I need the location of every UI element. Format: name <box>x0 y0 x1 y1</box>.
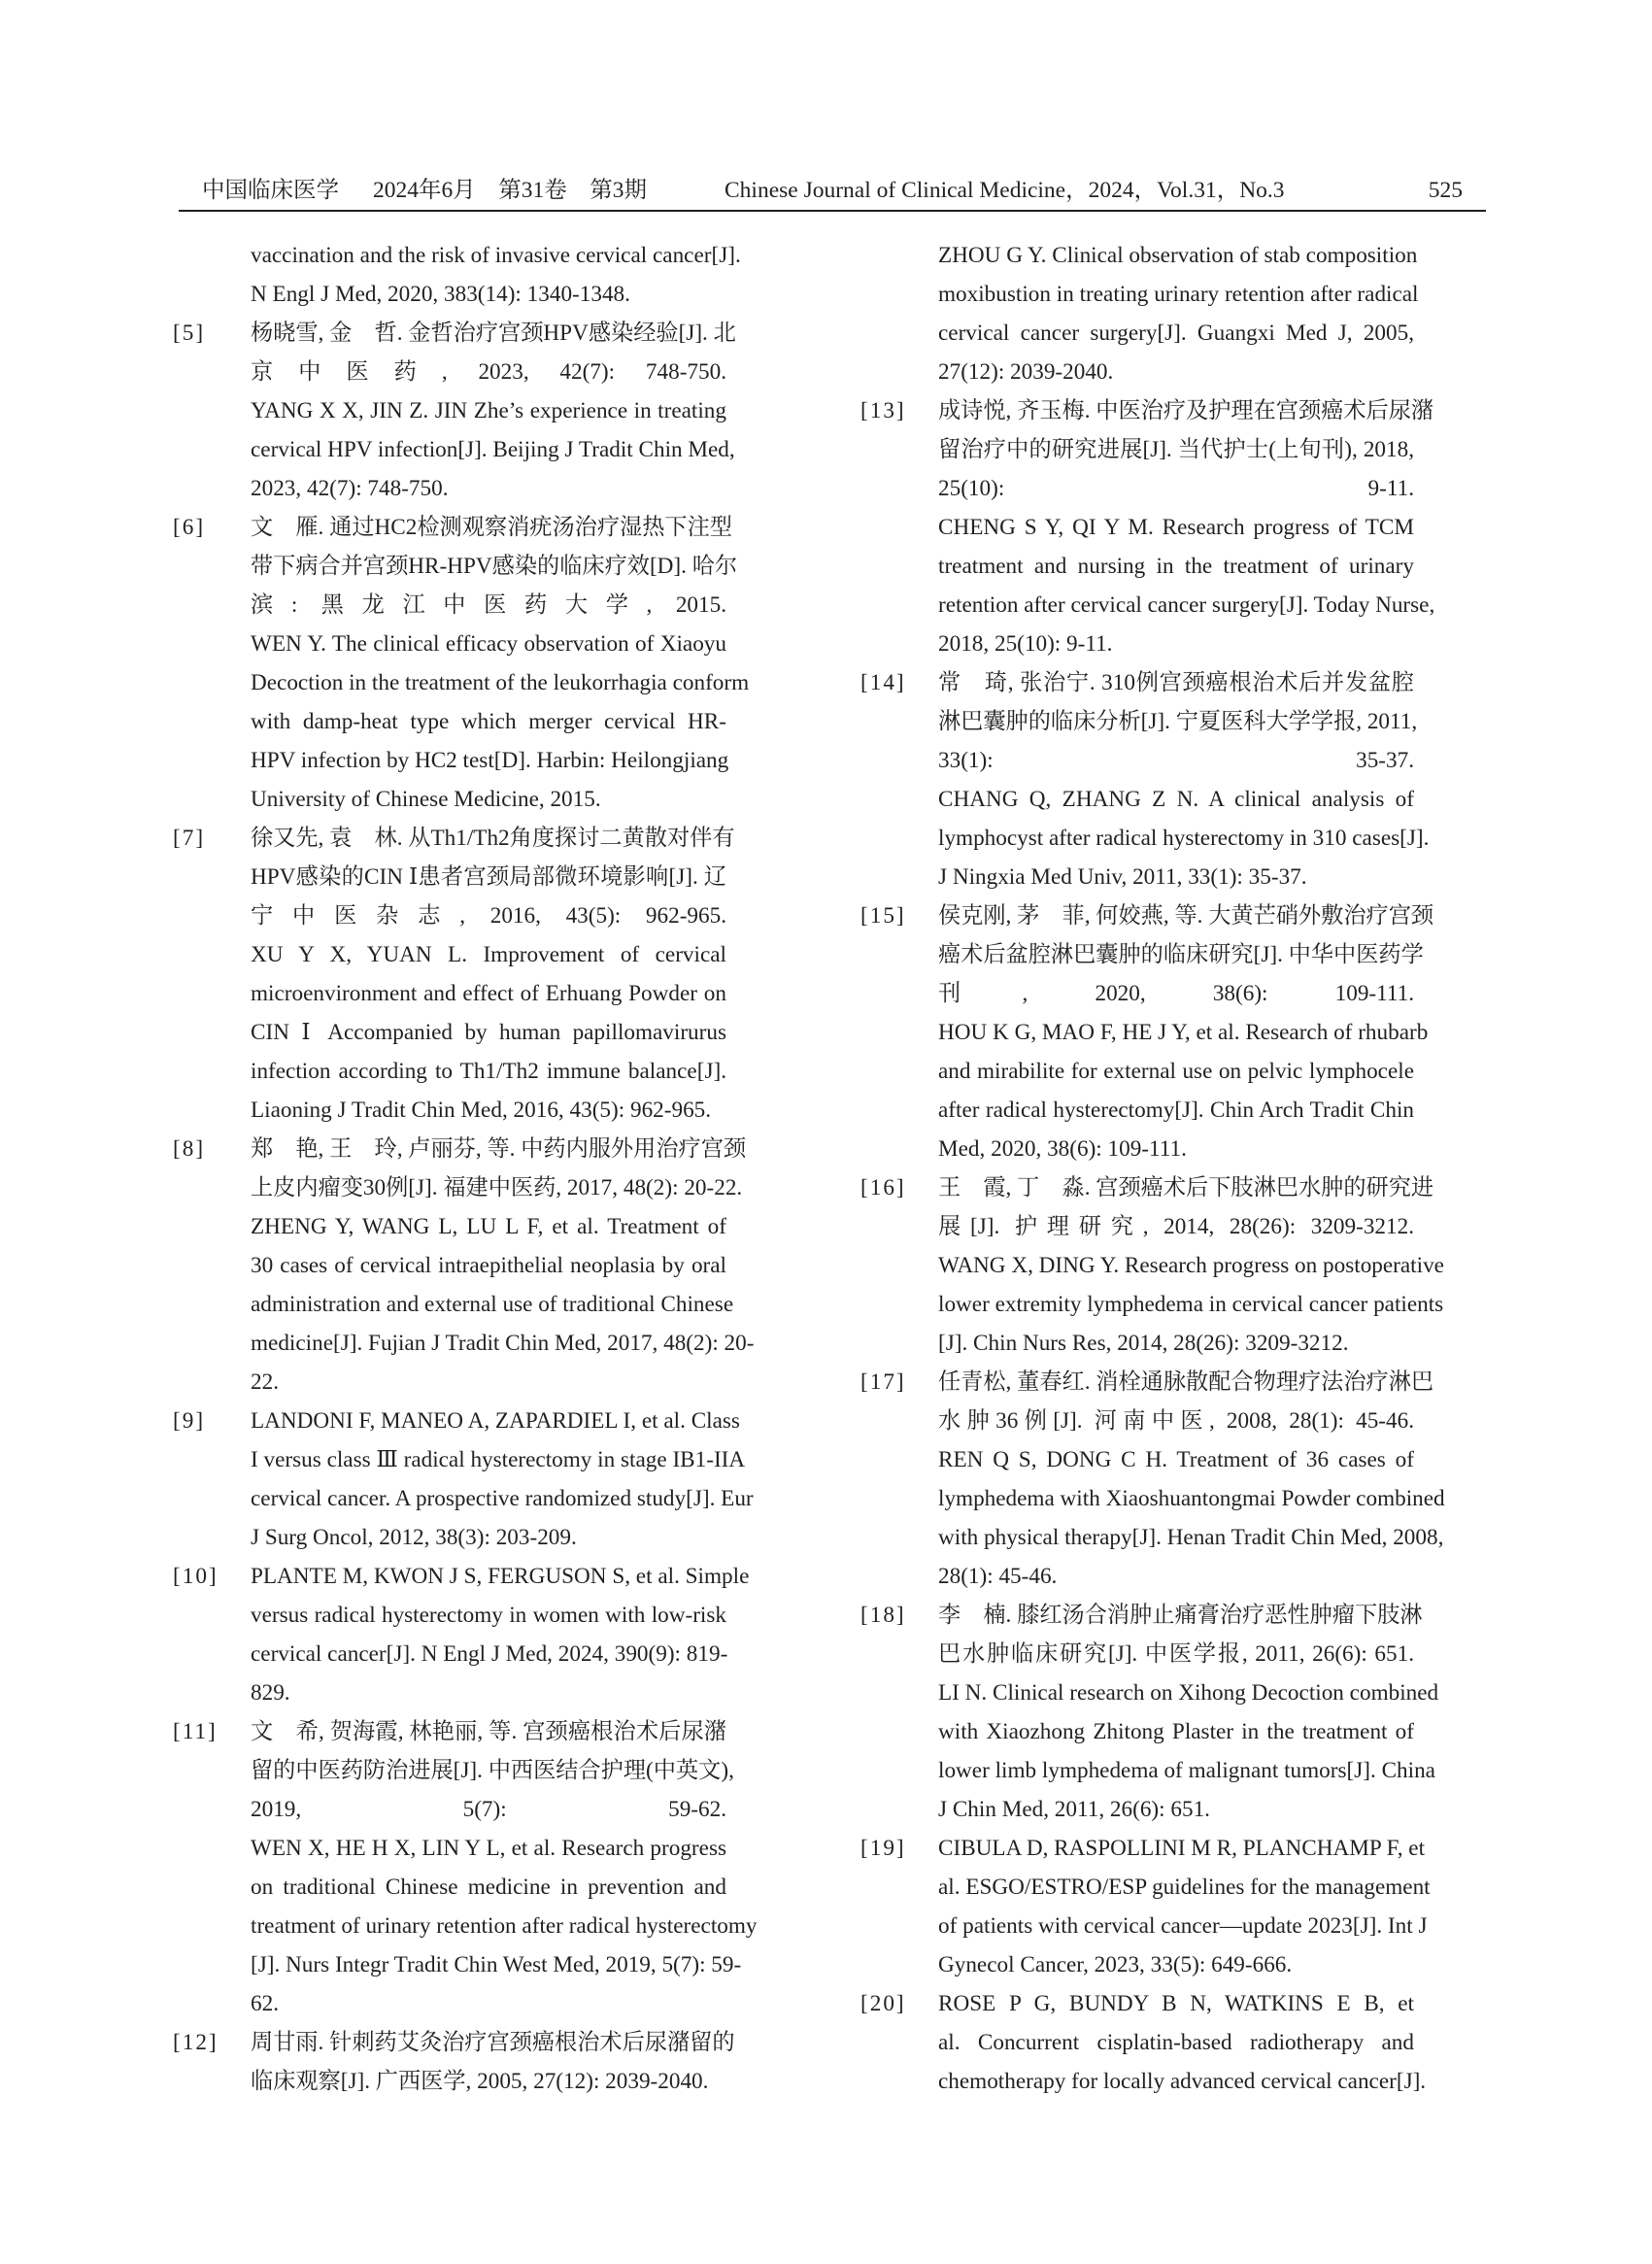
reference-number: [10] <box>173 1564 219 1589</box>
reference-number: [17] <box>860 1369 906 1395</box>
reference-number: [11] <box>173 1719 218 1744</box>
reference-text-line: versus radical hysterectomy in women with low-risk <box>251 1603 726 1628</box>
reference-text-line: retention after cervical cancer surgery[J]. Today Nurse, <box>938 592 1435 618</box>
reference-text-line: cervical cancer. A prospective randomized study[J]. Eur <box>251 1486 754 1511</box>
reference-text-line: microenvironment and effect of Erhuang Powder on <box>251 981 726 1006</box>
reference-text-line: al. ESGO/ESTRO/ESP guidelines for the management <box>938 1875 1431 1900</box>
reference-number: [12] <box>173 2030 219 2055</box>
reference-number: [19] <box>860 1836 906 1861</box>
reference-text-line: XU Y X, YUAN L. Improvement of cervical <box>251 942 726 967</box>
reference-text-line: 成诗悦, 齐玉梅. 中医治疗及护理在宫颈癌术后尿潴 <box>938 398 1434 423</box>
reference-text-line: 展[J]. 护理研究, 2014, 28(26): 3209-3212. <box>938 1214 1414 1239</box>
reference-entry <box>860 1596 1439 1829</box>
reference-text-line: 宁中医杂志, 2016, 43(5): 962-965. <box>251 903 726 929</box>
reference-text-line: treatment and nursing in the treatment of urinary <box>938 554 1414 579</box>
left-column <box>173 236 758 2101</box>
reference-text-line: lower limb lymphedema of malignant tumors[J]. China <box>938 1758 1435 1783</box>
reference-text-line: cervical cancer surgery[J]. Guangxi Med J, 2005, <box>938 321 1414 346</box>
reference-number: [16] <box>860 1175 906 1200</box>
reference-text-line: YANG X X, JIN Z. JIN Zhe’s experience in treating <box>251 398 726 423</box>
reference-text-line: vaccination and the risk of invasive cervical cancer[J]. <box>251 243 741 268</box>
reference-text-line: administration and external use of traditional Chinese <box>251 1292 734 1317</box>
reference-text-line: CHENG S Y, QI Y M. Research progress of TCM <box>938 515 1414 540</box>
reference-number: [14] <box>860 670 906 695</box>
reference-text-line: LI N. Clinical research on Xihong Decoction combined <box>938 1680 1439 1706</box>
reference-text-line: 上皮内瘤变30例[J]. 福建中医药, 2017, 48(2): 20-22. <box>251 1175 743 1200</box>
reference-text-line: 刊, 2020, 38(6): 109-111. <box>938 981 1414 1006</box>
issue-info-chinese: 2024年6月 第31卷 第3期 <box>373 178 647 203</box>
reference-text-line: 文 雁. 通过HC2检测观察消疣汤治疗湿热下注型 <box>251 515 732 540</box>
reference-number: [15] <box>860 903 906 929</box>
reference-entry <box>173 1402 754 1557</box>
reference-text-line: 30 cases of cervical intraepithelial neoplasia by oral <box>251 1253 726 1278</box>
reference-text-line: REN Q S, DONG C H. Treatment of 36 cases of <box>938 1447 1414 1472</box>
journal-title-chinese: 中国临床医学 <box>202 178 339 203</box>
reference-text-line: 王 霞, 丁 淼. 宫颈癌术后下肢淋巴水肿的研究进 <box>938 1175 1434 1200</box>
reference-entry <box>860 896 1434 1168</box>
reference-text-line: 水肿36例[J]. 河南中医, 2008, 28(1): 45-46. <box>938 1408 1414 1434</box>
reference-text-line: 留的中医药防治进展[J]. 中西医结合护理(中英文), <box>251 1758 734 1783</box>
reference-text-line: J Chin Med, 2011, 26(6): 651. <box>938 1797 1210 1822</box>
reference-text-line: on traditional Chinese medicine in prevention and <box>251 1875 726 1900</box>
reference-text-line: HOU K G, MAO F, HE J Y, et al. Research of rhubarb <box>938 1020 1429 1045</box>
right-column <box>860 236 1445 2101</box>
reference-text-line: HPV感染的CIN Ⅰ患者宫颈局部微环境影响[J]. 辽 <box>251 864 726 890</box>
reference-entry <box>173 508 750 819</box>
reference-text-line: University of Chinese Medicine, 2015. <box>251 787 601 812</box>
reference-entry <box>860 1984 1427 2101</box>
reference-text-line: al. Concurrent cisplatin-based radiotherapy and <box>938 2030 1414 2055</box>
reference-text-line: 27(12): 2039-2040. <box>938 359 1114 385</box>
reference-entry <box>173 1130 755 1402</box>
reference-text-line: 京中医药, 2023, 42(7): 748-750. <box>251 359 726 385</box>
reference-text-line: Gynecol Cancer, 2023, 33(5): 649-666. <box>938 1952 1293 1977</box>
reference-text-line: HPV infection by HC2 test[D]. Harbin: Heilongjiang <box>251 748 729 773</box>
reference-text-line: treatment of urinary retention after radical hysterectomy <box>251 1913 758 1939</box>
reference-number: [5] <box>173 321 206 346</box>
reference-text-line: LANDONI F, MANEO A, ZAPARDIEL I, et al. Class <box>251 1408 740 1434</box>
reference-text-line: WEN X, HE H X, LIN Y L, et al. Research progress <box>251 1836 726 1861</box>
reference-number: [20] <box>860 1991 906 2016</box>
reference-number: [6] <box>173 515 206 540</box>
page-number: 525 <box>1428 178 1463 203</box>
reference-text-line: 22. <box>251 1369 279 1395</box>
running-header <box>179 171 1486 210</box>
reference-entry <box>173 2023 735 2101</box>
reference-entry <box>173 819 735 1130</box>
reference-text-line: 巴水肿临床研究[J]. 中医学报, 2011, 26(6): 651. <box>938 1641 1414 1667</box>
reference-number: [8] <box>173 1136 206 1162</box>
reference-number: [13] <box>860 398 906 423</box>
reference-entry <box>860 1829 1431 1984</box>
reference-text-line: 2023, 42(7): 748-750. <box>251 476 449 501</box>
reference-text-line: lower extremity lymphedema in cervical cancer patients <box>938 1292 1444 1317</box>
reference-text-line: ZHENG Y, WANG L, LU L F, et al. Treatment of <box>251 1214 726 1239</box>
reference-text-line: with Xiaozhong Zhitong Plaster in the treatment of <box>938 1719 1414 1744</box>
reference-text-line: ZHOU G Y. Clinical observation of stab composition <box>938 243 1418 268</box>
reference-text-line: 常 琦, 张治宁. 310例宫颈癌根治术后并发盆腔 <box>938 670 1414 695</box>
reference-text-line: [J]. Chin Nurs Res, 2014, 28(26): 3209-3212. <box>938 1331 1349 1356</box>
reference-text-line: medicine[J]. Fujian J Tradit Chin Med, 2017, 48(2): 20- <box>251 1331 755 1356</box>
journal-title-english: Chinese Journal of Clinical Medicine，2024，Vol.31，No.3 <box>725 178 1285 203</box>
reference-text-line: 文 希, 贺海霞, 林艳丽, 等. 宫颈癌根治术后尿潴 <box>251 1719 726 1744</box>
reference-text-line: lymphedema with Xiaoshuantongmai Powder combined <box>938 1486 1445 1511</box>
reference-text-line: Decoction in the treatment of the leukorrhagia conform <box>251 670 750 695</box>
reference-text-line: with physical therapy[J]. Henan Tradit Chin Med, 2008, <box>938 1525 1444 1550</box>
reference-entry <box>173 236 741 314</box>
reference-text-line: 滨: 黑龙江中医药大学, 2015. <box>251 592 726 618</box>
reference-text-line: 周甘雨. 针刺药艾灸治疗宫颈癌根治术后尿潴留的 <box>251 2030 735 2055</box>
reference-entry <box>860 1363 1445 1596</box>
reference-text-line: 带下病合并宫颈HR-HPV感染的临床疗效[D]. 哈尔 <box>251 554 738 579</box>
reference-text-line: lymphocyst after radical hysterectomy in 310 cases[J]. <box>938 826 1430 851</box>
reference-text-line: J Surg Oncol, 2012, 38(3): 203-209. <box>251 1525 577 1550</box>
reference-text-line: 28(1): 45-46. <box>938 1564 1058 1589</box>
reference-text-line: 62. <box>251 1991 279 2016</box>
reference-entry <box>860 1168 1444 1363</box>
reference-text-line: Liaoning J Tradit Chin Med, 2016, 43(5): 962-965. <box>251 1098 712 1123</box>
reference-text-line: CIBULA D, RASPOLLINI M R, PLANCHAMP F, et <box>938 1836 1426 1861</box>
reference-text-line: chemotherapy for locally advanced cervical cancer[J]. <box>938 2069 1427 2094</box>
reference-entry <box>860 236 1419 391</box>
reference-text-line: 郑 艳, 王 玲, 卢丽芬, 等. 中药内服外用治疗宫颈 <box>251 1136 747 1162</box>
reference-text-line: J Ningxia Med Univ, 2011, 33(1): 35-37. <box>938 864 1307 890</box>
reference-text-line: cervical cancer[J]. N Engl J Med, 2024, 390(9): 819- <box>251 1641 728 1667</box>
reference-text-line: 侯克刚, 茅 菲, 何姣燕, 等. 大黄芒硝外敷治疗宫颈 <box>938 903 1434 929</box>
reference-text-line: 任青松, 董春红. 消栓通脉散配合物理疗法治疗淋巴 <box>938 1369 1434 1395</box>
reference-entry <box>173 1557 750 1712</box>
header-rule <box>179 210 1486 212</box>
reference-text-line: after radical hysterectomy[J]. Chin Arch Tradit Chin <box>938 1098 1414 1123</box>
reference-text-line: 33(1): 35-37. <box>938 748 1414 773</box>
reference-text-line: I versus class Ⅲ radical hysterectomy in stage IB1-IIA <box>251 1447 746 1472</box>
reference-text-line: 2018, 25(10): 9-11. <box>938 631 1113 657</box>
reference-text-line: 杨晓雪, 金 哲. 金哲治疗宫颈HPV感染经验[J]. 北 <box>251 321 736 346</box>
reference-text-line: 癌术后盆腔淋巴囊肿的临床研究[J]. 中华中医药学 <box>938 942 1424 967</box>
reference-text-line: ROSE P G, BUNDY B N, WATKINS E B, et <box>938 1991 1414 2016</box>
reference-text-line: PLANTE M, KWON J S, FERGUSON S, et al. Simple <box>251 1564 750 1589</box>
reference-text-line: moxibustion in treating urinary retention after radical <box>938 282 1419 307</box>
reference-text-line: cervical HPV infection[J]. Beijing J Tradit Chin Med, <box>251 437 735 462</box>
reference-text-line: 25(10): 9-11. <box>938 476 1414 501</box>
reference-text-line: 淋巴囊肿的临床分析[J]. 宁夏医科大学学报, 2011, <box>938 709 1418 734</box>
reference-text-line: 留治疗中的研究进展[J]. 当代护士(上旬刊), 2018, <box>938 437 1414 462</box>
reference-text-line: 829. <box>251 1680 290 1706</box>
reference-text-line: Med, 2020, 38(6): 109-111. <box>938 1136 1187 1162</box>
reference-text-line: of patients with cervical cancer—update 2023[J]. Int J <box>938 1913 1428 1939</box>
reference-text-line: [J]. Nurs Integr Tradit Chin West Med, 2019, 5(7): 59- <box>251 1952 742 1977</box>
reference-text-line: CIN Ⅰ Accompanied by human papillomavirurus <box>251 1020 726 1045</box>
reference-entry <box>860 663 1430 896</box>
reference-text-line: infection according to Th1/Th2 immune balance[J]. <box>251 1059 726 1084</box>
reference-text-line: with damp-heat type which merger cervical HR- <box>251 709 726 734</box>
reference-entry <box>173 314 736 508</box>
reference-number: [18] <box>860 1603 906 1628</box>
reference-entry <box>173 1712 758 2023</box>
reference-number: [7] <box>173 826 206 851</box>
reference-text-line: WEN Y. The clinical efficacy observation of Xiaoyu <box>251 631 726 657</box>
reference-text-line: 2019, 5(7): 59-62. <box>251 1797 726 1822</box>
reference-entry <box>860 391 1435 663</box>
reference-number: [9] <box>173 1408 206 1434</box>
reference-text-line: 李 楠. 膝红汤合消肿止痛膏治疗恶性肿瘤下肢淋 <box>938 1603 1423 1628</box>
reference-text-line: N Engl J Med, 2020, 383(14): 1340-1348. <box>251 282 630 307</box>
reference-text-line: CHANG Q, ZHANG Z N. A clinical analysis of <box>938 787 1414 812</box>
reference-text-line: 徐又先, 袁 林. 从Th1/Th2角度探讨二黄散对伴有 <box>251 826 735 851</box>
reference-text-line: WANG X, DING Y. Research progress on postoperative <box>938 1253 1444 1278</box>
reference-text-line: and mirabilite for external use on pelvic lymphocele <box>938 1059 1414 1084</box>
reference-text-line: 临床观察[J]. 广西医学, 2005, 27(12): 2039-2040. <box>251 2069 709 2094</box>
